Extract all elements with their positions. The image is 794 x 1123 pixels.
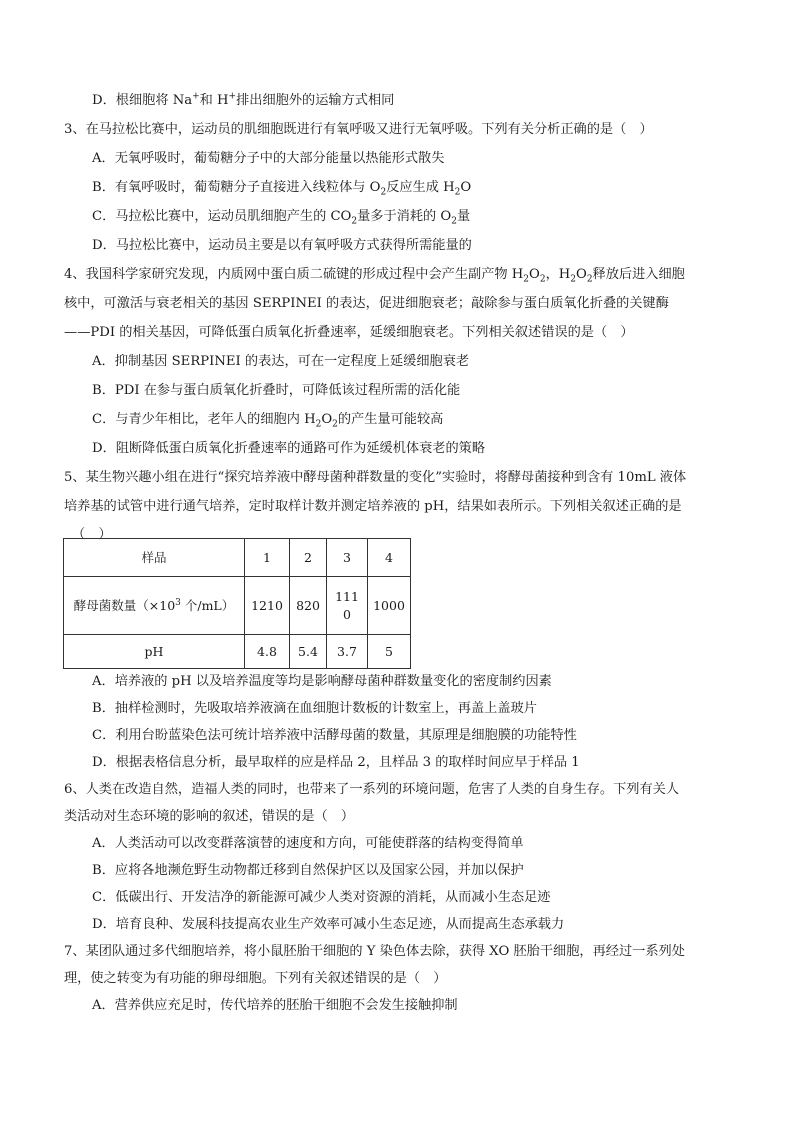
q4-stem-line-3: ——PDI 的相关基因，可降低蛋白质氧化折叠速率，延缓细胞衰老。下列相关叙述错误的是（ ）	[64, 325, 634, 340]
q2-option-d[interactable]: D．根细胞将 Na+和 H+排出细胞外的运输方式相同	[92, 91, 395, 108]
table-header-cell: 2	[290, 539, 327, 577]
q5-stem-line-3: （ ）	[72, 527, 112, 542]
q3-stem: 3、在马拉松比赛中，运动员的肌细胞既进行有氧呼吸又进行无氧呼吸。下列有关分析正确的是（ ）	[64, 122, 653, 137]
q6-stem-line-2: 类活动对生态环境的影响的叙述，错误的是（ ）	[64, 809, 355, 824]
q4-option-c[interactable]: C．与青少年相比，老年人的细胞内 $H_2O_2$的产生量可能较高	[92, 412, 444, 430]
table-cell: 5	[368, 635, 411, 669]
q5-stem-line-2: 培养基的试管中进行通气培养，定时取样计数并测定培养液的 pH，结果如表所示。下列相关叙述正确的是	[64, 499, 682, 514]
yeast-data-table	[63, 538, 411, 669]
q6-option-c[interactable]: C．低碳出行、开发洁净的新能源可减少人类对资源的消耗，从而减小生态足迹	[92, 890, 551, 905]
q7-option-a[interactable]: A．营养供应充足时，传代培养的胚胎干细胞不会发生接触抑制	[92, 998, 458, 1013]
q5-stem-line-1: 5、某生物兴趣小组在进行“探究培养液中酵母菌种群数量的变化”实验时，将酵母菌接种到含有 10mL 液体	[64, 470, 687, 485]
q5-option-a[interactable]: A．培养液的 pH 以及培养温度等均是影响酵母菌种群数量变化的密度制约因素	[92, 674, 552, 689]
table-row	[64, 539, 411, 577]
table-header-cell: 样品	[64, 539, 245, 577]
q7-stem-line-1: 7、某团队通过多代细胞培养，将小鼠胚胎干细胞的 Y 染色体去除，获得 XO 胚胎干细胞，再经过一系列处	[64, 944, 685, 959]
q6-option-d[interactable]: D．培育良种、发展科技提高农业生产效率可减小生态足迹，从而提高生态承载力	[92, 917, 565, 932]
q3-option-b[interactable]: B．有氧呼吸时，葡萄糖分子直接进入线粒体与 $O_2$反应生成 $H_2O$	[92, 180, 472, 198]
q3-option-a[interactable]: A．无氧呼吸时，葡萄糖分子中的大部分能量以热能形式散失	[92, 151, 445, 166]
q4-option-b[interactable]: B．PDI 在参与蛋白质氧化折叠时，可降低该过程所需的活化能	[92, 383, 461, 398]
table-row-label: pH	[64, 635, 245, 669]
table-cell: 1000	[368, 577, 411, 635]
q6-option-a[interactable]: A．人类活动可以改变群落演替的速度和方向，可能使群落的结构变得简单	[92, 836, 524, 851]
table-cell: 4.8	[245, 635, 290, 669]
q6-stem-line-1: 6、人类在改造自然，造福人类的同时，也带来了一系列的环境问题，危害了人类的自身生存。下列有关人	[64, 782, 680, 797]
q4-option-d[interactable]: D．阻断降低蛋白质氧化折叠速率的通路可作为延缓机体衰老的策略	[92, 441, 486, 456]
q3-option-d[interactable]: D．马拉松比赛中，运动员主要是以有氧呼吸方式获得所需能量的	[92, 238, 472, 253]
table-row-label: 酵母菌数量（$\times 10^3$ 个/mL）	[64, 577, 245, 635]
table-cell: 5.4	[290, 635, 327, 669]
table-row	[64, 635, 411, 669]
table-header-cell: 1	[245, 539, 290, 577]
table-header-cell: 4	[368, 539, 411, 577]
q5-option-b[interactable]: B．抽样检测时，先吸取培养液滴在血细胞计数板的计数室上，再盖上盖玻片	[92, 701, 537, 716]
table-cell: 1210	[245, 577, 290, 635]
q4-stem-line-2: 核中，可激活与衰老相关的基因 SERPINEI 的表达，促进细胞衰老；敲除参与蛋白质氧化折叠的关键酶	[64, 296, 669, 311]
table-row	[64, 577, 411, 635]
q6-option-b[interactable]: B．应将各地濒危野生动物都迁移到自然保护区以及国家公园，并加以保护	[92, 863, 524, 878]
table-header-cell: 3	[327, 539, 368, 577]
q4-option-a[interactable]: A．抑制基因 SERPINEI 的表达，可在一定程度上延缓细胞衰老	[92, 354, 470, 369]
q4-stem-line-1: 4、我国科学家研究发现，内质网中蛋白质二硫键的形成过程中会产生副产物 $H_2O_2$，$H_2O_2$释放后进入细胞	[64, 267, 685, 285]
q7-stem-line-2: 理，使之转变为有功能的卵母细胞。下列有关叙述错误的是（ ）	[64, 971, 447, 986]
q5-option-d[interactable]: D．根据表格信息分析，最早取样的应是样品 2，且样品 3 的取样时间应早于样品 1	[92, 755, 580, 770]
q5-option-c[interactable]: C．利用台盼蓝染色法可统计培养液中活酵母菌的数量，其原理是细胞膜的功能特性	[92, 728, 577, 743]
table-cell: 3.7	[327, 635, 368, 669]
table-cell: 820	[290, 577, 327, 635]
table-cell: 111 0	[327, 577, 368, 635]
q3-option-c[interactable]: C．马拉松比赛中，运动员肌细胞产生的 $CO_2$量多于消耗的 $O_2$量	[92, 209, 471, 227]
